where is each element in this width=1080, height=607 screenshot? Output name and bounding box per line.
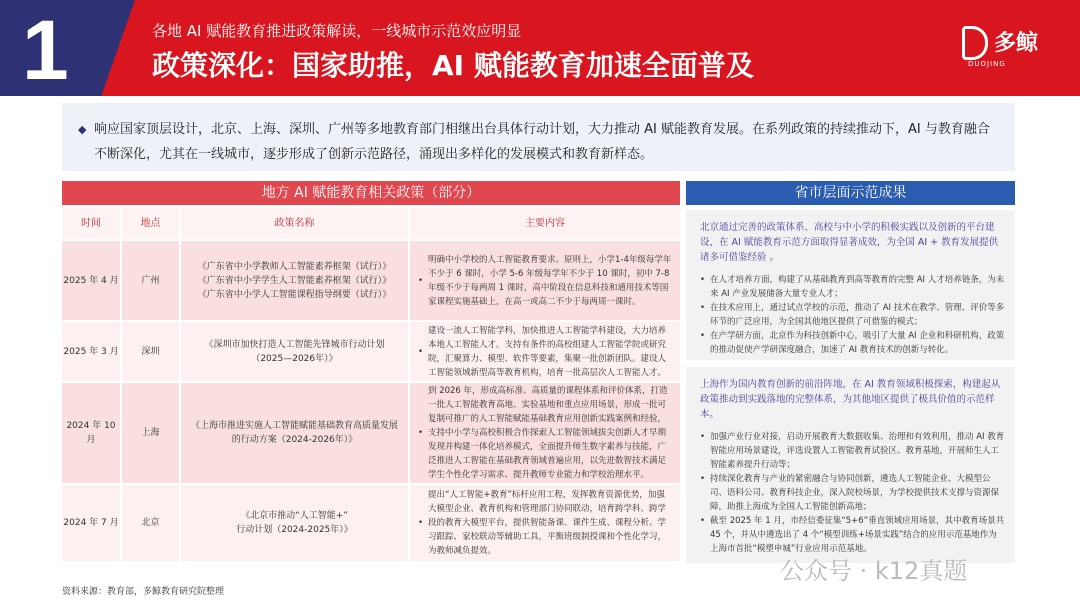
col-header-place: 地点 (122, 208, 181, 239)
cell-time: 2024 年 10 月 (62, 383, 122, 483)
cell-policy: 《广东省中小学教师人工智能素养框架（试行）》 《广东省中小学学生人工智能素养框架（试行）》 《广东省中小学人工智能课程指导纲要（试行）》 (181, 241, 410, 320)
intro-box (62, 103, 1015, 171)
watermark: 公众号 · k12真题 (780, 557, 968, 585)
table-header-row (62, 208, 680, 241)
section-number: 1 (22, 3, 69, 97)
cell-time: 2025 年 3 月 (62, 322, 122, 381)
list-item: • 截至 2025 年 1 月，市经信委征集“5+6”垂直领域应用场景，其中教育场景共 45 个，并从中遴选出了 4 个“模型训练+场景实践”结合的应用示范基地作为上海市首批“模塑申城”行业应用示范基地。 (700, 514, 1005, 556)
cell-place: 深圳 (122, 322, 181, 381)
table-row (62, 383, 680, 485)
cell-place: 北京 (122, 485, 181, 561)
list-item: • 在产学研方面，北京作为科技创新中心，吸引了大量 AI 企业和科研机构，政策的推动促使产学研深度融合，加速了 AI 教育技术的创新与转化。 (700, 329, 1005, 357)
side-title: 省市层面示范成果 (686, 181, 1015, 205)
shanghai-lead: 上海作为国内教育创新的前沿阵地，在 AI 教育领域积极探索，构建起从政策推动到实践落地的完整体系，为其他地区提供了极具价值的示范样本。 (700, 379, 1001, 420)
list-item: • 在人才培养方面，构建了从基础教育到高等教育的完整 AI 人才培养链条，为未来 AI 产业发展储备大量专业人才； (700, 273, 1005, 301)
cell-content: • 到 2026 年，形成高标准、高质量的课程体系和评价体系，打造一批人工智能教育高地、实验基地和重点应用场景，形成一批可复制可推广的人工智能赋能基础教育应用创新实践案例和经验，支持中小学与高校积极合作探索人工智能领域拔尖创新人才早期发现并构建一体化培养模式，全面提升师生数字素养与技能，广泛推进人工智能在基础教育领域普遍应用，以先进数智技术满足学生个性化学习需求、提升教师专业能力和学校治理水平。 (410, 383, 680, 483)
cell-time: 2025 年 4 月 (62, 241, 122, 320)
list-item: • 在技术应用上，通过试点学校的示范，推动了 AI 技术在教学、管理、评价等多环节的广泛应用，为全国其他地区提供了可借鉴的模式； (700, 301, 1005, 329)
cell-place: 广州 (122, 241, 181, 320)
beijing-results-box (686, 210, 1015, 360)
cell-policy: 《北京市推动“人工智能+” 行动计划（2024-2025年）》 (181, 485, 410, 561)
content-text: 提出“人工智能+教育”标杆应用工程，发挥教育资源优势，加强大模型企业、教育机构和管理部门协同联动，培育跨学科、跨学段的教育大模型平台，提供智能备课、课件生成、课程分析、学习跟踪、家校联动等辅助工具，平衡班级制授课和个性化学习，为教师减负提效。 (428, 490, 667, 556)
header-banner (0, 0, 1080, 96)
logo-subtext: DUOJING (968, 60, 1006, 68)
header-subtitle: 各地 AI 赋能教育推进政策解读，一线城市示范效应明显 (152, 22, 522, 40)
cell-time: 2024 年 7 月 (62, 485, 122, 561)
content-text: 明确中小学校的人工智能教育要求。原则上，小学1-4年级每学年不少于 6 课时，小学 5-6 年级每学年不少于 10 课时，初中 7-8 年级不少于每两周 1 课时，高中阶段在信息科技和通用技术等国家课程实施基础上，在高一或高二不少于每两周一课时。 (428, 254, 672, 307)
content-text: 到 2026 年，形成高标准、高质量的课程体系和评价体系，打造一批人工智能教育高地、实验基地和重点应用场景，形成一批可复制可推广的人工智能赋能基础教育应用创新实践案例和经验，支持中小学与高校积极合作探索人工智能领域拔尖创新人才早期发现并构建一体化培养模式，全面提升师生数字素养与技能，广泛推进人工智能在基础教育领域普遍应用，以先进数智技术满足学生个性化学习需求、提升教师专业能力和学校治理水平。 (428, 386, 668, 480)
cell-content: • 提出“人工智能+教育”标杆应用工程，发挥教育资源优势，加强大模型企业、教育机构和管理部门协同联动，培育跨学科、跨学段的教育大模型平台，提供智能备课、课件生成、课程分析、学习跟踪、家校联动等辅助工具，平衡班级制授课和个性化学习，为教师减负提效。 (410, 485, 680, 561)
cell-content: • 明确中小学校的人工智能教育要求。原则上，小学1-4年级每学年不少于 6 课时，小学 5-6 年级每学年不少于 10 课时，初中 7-8 年级不少于每两周 1 课时，高中阶段在信息科技和通用技术等国家课程实施基础上，在高一或高二不少于每两周一课时。 (418, 254, 672, 307)
duojing-logo (962, 24, 1062, 70)
logo-mark-icon (962, 26, 988, 60)
list-item: • 持续深化教育与产业的紧密融合与协同创新，遴选人工智能企业、大模型公司、语料公司、教育科技企业，深入院校场景，为学校提供技术支撑与资源保障，助推上海成为全国人工智能创新高地； (700, 472, 1005, 514)
diamond-bullet-icon: ◆ (78, 123, 87, 136)
page-title: 政策深化：国家助推，AI 赋能教育加速全面普及 (152, 49, 754, 82)
logo-text: 多鲸 (994, 31, 1039, 56)
col-header-policy: 政策名称 (181, 208, 410, 239)
col-header-content: 主要内容 (525, 217, 565, 229)
table-row (62, 485, 680, 563)
shanghai-results-box (686, 367, 1015, 563)
policy-table (62, 208, 680, 563)
content-text: 建设一流人工智能学科，加快推进人工智能学科建设，大力培养本地人工智能人才。支持有条件的高校组建人工智能学院或研究院，汇聚算力、模型、软件等要素，集聚一批创新团队。建设人工智能领域新型高等教育机构，培育一批高层次人工智能人才。 (428, 325, 667, 378)
source-note: 资料来源：教育部，多鲸教育研究院整理 (62, 587, 225, 597)
cell-policy: 《上海市推进实施人工智能赋能基础教育高质量发展的行动方案（2024-2026年）》 (181, 383, 410, 483)
cell-policy: 《深圳市加快打造人工智能先锋城市行动计划 （2025—2026年）》 (181, 322, 410, 381)
list-item: • 加强产业行业对接，启动开展教育大数据收集、治理和有效利用，推动 AI 教育智能应用场景建设，评选设置人工智能教育试验区、教育基地，开展师生人工智能素养提升行动等； (700, 430, 1005, 472)
table-row (62, 322, 680, 383)
cell-place: 上海 (122, 383, 181, 483)
intro-text: 响应国家顶层设计，北京、上海、深圳、广州等多地教育部门相继出台具体行动计划，大力推动 AI 赋能教育发展。在系列政策的持续推动下，AI 与教育融合不断深化，尤其在一线城市，逐步形成了创新示范路径，涌现出多样化的发展模式和教育新样态。 (94, 122, 990, 162)
cell-content: • 建设一流人工智能学科，加快推进人工智能学科建设，大力培养本地人工智能人才。支持有条件的高校组建人工智能学院或研究院，汇聚算力、模型、软件等要素，集聚一批创新团队。建设人工智能领域新型高等教育机构，培育一批高层次人工智能人才。 (410, 322, 680, 381)
policy-table-title: 地方 AI 赋能教育相关政策（部分） (62, 181, 680, 205)
col-header-time: 时间 (62, 208, 122, 239)
table-row (62, 241, 680, 322)
beijing-lead: 北京通过完善的政策体系、高校与中小学的积极实践以及创新的平台建设，在 AI 赋能教育示范方面取得显著成效，为全国 AI + 教育发展提供诸多可借鉴经验 。 (700, 222, 999, 263)
